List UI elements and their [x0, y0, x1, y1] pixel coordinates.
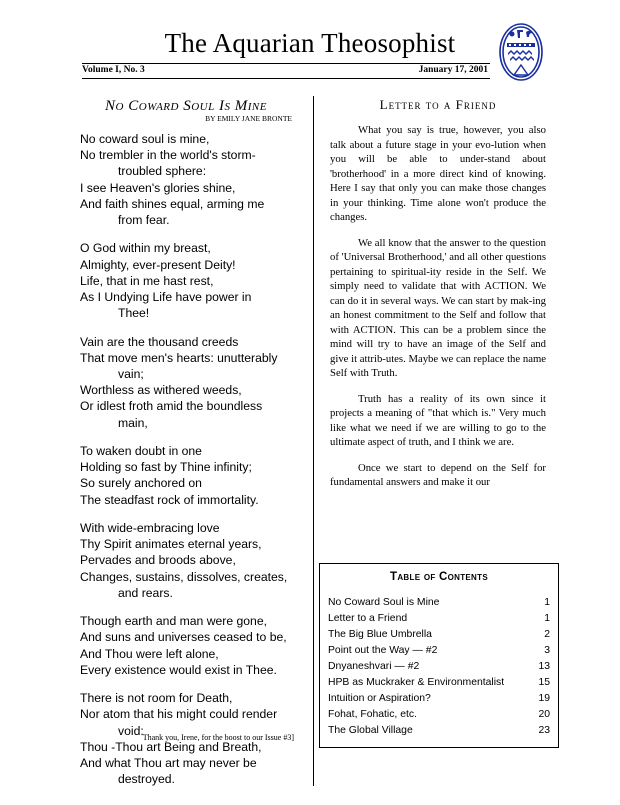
poem-line: Every existence would exist in Thee.: [80, 662, 277, 677]
poem-stanza: [80, 520, 310, 601]
toc-entry-title: No Coward Soul is Mine: [328, 597, 440, 608]
issue-date: January 17, 2001: [418, 65, 488, 75]
toc-entry-page: 19: [538, 693, 550, 704]
poem-line: So surely anchored on: [80, 476, 202, 491]
poem-line: void:: [118, 723, 144, 738]
toc-entry[interactable]: [328, 725, 550, 741]
poem-line: Vain are the thousand creeds: [80, 334, 239, 349]
toc-entry[interactable]: [328, 645, 550, 661]
newsletter-title: The Aquarian Theosophist: [164, 28, 456, 58]
poem-line: main,: [118, 415, 148, 430]
toc-entry-title: Dnyaneshvari — #2: [328, 661, 420, 672]
toc-entry[interactable]: [328, 629, 550, 645]
article-title: Letter to a Friend: [379, 97, 497, 112]
poem-line: And suns and universes ceased to be,: [80, 630, 287, 645]
poem-line: As I Undying Life have power in: [80, 290, 252, 305]
toc-entry[interactable]: [328, 597, 550, 613]
toc-entry-page: 13: [538, 661, 550, 672]
poem-line: And faith shines equal, arming me: [80, 196, 265, 211]
poem-stanza: [80, 240, 310, 321]
toc-entry[interactable]: [328, 709, 550, 725]
poem-line: Changes, sustains, dissolves, creates,: [80, 569, 288, 584]
toc-entry-title: Fohat, Fohatic, etc.: [328, 709, 417, 720]
toc-entry-page: 3: [544, 645, 550, 656]
poem-line: Thee!: [118, 306, 150, 321]
poem-line: With wide-embracing love: [80, 521, 220, 536]
article-paragraph: Truth has a reality of its own since it projects a meaning of "that which is." Very much like what we need if we are willing to go to the ultimate aspect of truth, and I think we are.: [330, 392, 546, 448]
poem-line: Or idlest froth amid the boundless: [80, 399, 263, 414]
poem-body: [80, 131, 310, 800]
poem-line: Thou -Thou art Being and Breath,: [80, 739, 262, 754]
poem-line: Almighty, ever-present Deity!: [80, 257, 236, 272]
poem-line: Thy Spirit animates eternal years,: [80, 537, 262, 552]
ankh-emblem-icon: [498, 22, 544, 82]
poem-title: No Coward Soul Is Mine: [105, 98, 267, 114]
poem-stanza: [80, 131, 310, 228]
toc-entry[interactable]: [328, 677, 550, 693]
poem-author: BY EMILY JANE BRONTE: [205, 114, 292, 123]
poem-line: The steadfast rock of immortality.: [80, 492, 259, 507]
poem-stanza: [80, 443, 310, 508]
poem-line: And Thou were left alone,: [80, 646, 219, 661]
toc-entry-page: 2: [544, 629, 550, 640]
masthead-rule-top: [82, 63, 490, 64]
toc-entry-title: Intuition or Aspiration?: [328, 693, 431, 704]
poem-line: Life, that in me hast rest,: [80, 273, 214, 288]
toc-entry-title: Point out the Way — #2: [328, 645, 438, 656]
toc-entry-title: The Big Blue Umbrella: [328, 629, 432, 640]
article-paragraph: What you say is true, however, you also talk about a future stage in your evo-lution when you will be able to under-stand about 'brotherhood' in a more direct kind of knowing. Here I say that only you can make those changes in your thinking. Time alone won't produce the changes.: [330, 124, 546, 223]
poem-line: from fear.: [118, 213, 170, 228]
toc-entry-page: 23: [538, 725, 550, 736]
poem-line: vain;: [118, 367, 144, 382]
masthead-rule-bottom: [82, 78, 490, 79]
toc-entry-title: The Global Village: [328, 725, 413, 736]
toc-entry[interactable]: [328, 661, 550, 677]
poem-line: I see Heaven's glories shine,: [80, 180, 236, 195]
poem-line: and rears.: [118, 585, 173, 600]
poem-stanza: [80, 334, 310, 431]
poem-line: And what Thou art may never be: [80, 756, 257, 771]
toc-entry-page: 15: [538, 677, 550, 688]
column-divider: [313, 96, 314, 786]
toc-entry[interactable]: [328, 693, 550, 709]
poem-line: Nor atom that his might could render: [80, 707, 278, 722]
volume-number: Volume I, No. 3: [82, 65, 145, 75]
table-of-contents: [319, 563, 559, 748]
poem-line: Pervades and broods above,: [80, 553, 236, 568]
toc-entry-title: Letter to a Friend: [328, 613, 408, 624]
toc-entry-page: 20: [538, 709, 550, 720]
poem-line: No coward soul is mine,: [80, 132, 210, 146]
poem-line: To waken doubt in one: [80, 444, 202, 459]
article-body: [330, 123, 546, 501]
poem-line: destroyed.: [118, 772, 175, 787]
article-paragraph: We all know that the answer to the question of 'Universal Brotherhood,' and all other questions pertaining to spiritual-ity reside in the Self. We simply need to validate that with ACTION. We can do it in several ways. We can start by mak-ing an honest commitment to the Self and follow that with ACTION. This can be a problem since the mind will try to have an image of the Self and give it attrib-utes. Maybe we can replace the name Self with Truth.: [330, 236, 546, 379]
poem-line: Holding so fast by Thine infinity;: [80, 460, 252, 475]
article-paragraph: Once we start to depend on the Self for fundamental answers and make it our: [330, 461, 546, 488]
poem-line: troubled sphere:: [118, 164, 207, 179]
poem-stanza: [80, 613, 310, 678]
toc-title: Table of Contents: [390, 571, 488, 583]
toc-entry-page: 1: [544, 613, 550, 624]
poem-line: Worthless as withered weeds,: [80, 383, 242, 398]
toc-entry-title: HPB as Muckraker & Environmentalist: [328, 677, 505, 688]
toc-entry[interactable]: [328, 613, 550, 629]
poem-line: That move men's hearts: unutterably: [80, 350, 278, 365]
poem-acknowledgment: Thank you, Irene, for the boost to our Issue #3]: [142, 733, 294, 742]
poem-line: Though earth and man were gone,: [80, 614, 268, 629]
poem-line: No trembler in the world's storm-: [80, 148, 256, 163]
poem-line: O God within my breast,: [80, 241, 211, 256]
issue-info-row: [82, 65, 490, 77]
poem-line: There is not room for Death,: [80, 691, 233, 706]
toc-entry-page: 1: [544, 597, 550, 608]
